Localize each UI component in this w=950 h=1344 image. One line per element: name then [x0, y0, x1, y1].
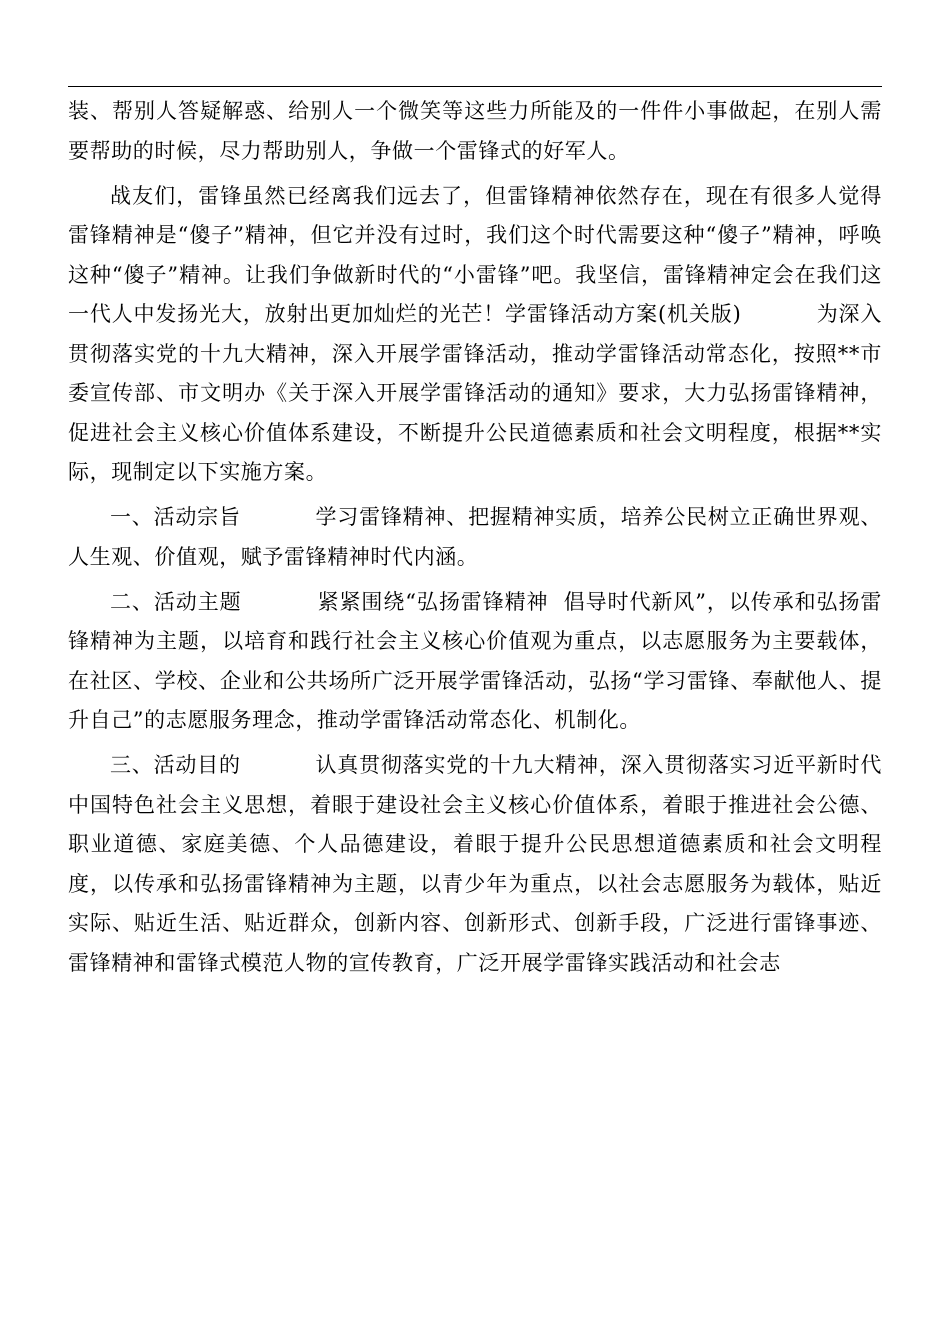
paragraph-5: 三、活动目的 认真贯彻落实党的十九大精神，深入贯彻落实习近平新时代中国特色社会主义思想，着眼于建设社会主义核心价值体系，着眼于推进社会公德、职业道德、家庭美德、个人品德建设，着眼于提升公民思想道德素质和社会文明程度，以传承和弘扬雷锋精神为主题，以青少年为重点，以社会志愿服务为载体，贴近实际、贴近生活、贴近群众，创新内容、创新形式、创新手段，广泛进行雷锋事迹、雷锋精神和雷锋式模范人物的宣传教育，广泛开展学雷锋实践活动和社会志	[68, 753, 882, 975]
paragraph-3: 一、活动宗旨 学习雷锋精神、把握精神实质，培养公民树立正确世界观、人生观、价值观，赋予雷锋精神时代内涵。	[68, 505, 882, 569]
paragraph-4: 二、活动主题 紧紧围绕“弘扬雷锋精神 倡导时代新风”，以传承和弘扬雷锋精神为主题，以培育和践行社会主义核心价值观为重点，以志愿服务为主要载体，在社区、学校、企业和公共场所广泛开展学雷锋活动，弘扬“学习雷锋、奉献他人、提升自己”的志愿服务理念，推动学雷锋活动常态化、机制化。	[68, 589, 882, 732]
header-rule	[68, 86, 882, 87]
document-body	[68, 92, 882, 989]
paragraph-1: 装、帮别人答疑解惑、给别人一个微笑等这些力所能及的一件件小事做起，在别人需要帮助的时候，尽力帮助别人，争做一个雷锋式的好军人。	[68, 99, 882, 163]
paragraph-2: 战友们，雷锋虽然已经离我们远去了，但雷锋精神依然存在，现在有很多人觉得雷锋精神是“傻子”精神，但它并没有过时，我们这个时代需要这种“傻子”精神，呼唤这种“傻子”精神。让我们争做新时代的“小雷锋”吧。我坚信，雷锋精神定会在我们这一代人中发扬光大，放射出更加灿烂的光芒！学雷锋活动方案(机关版) 为深入贯彻落实党的十九大精神，深入开展学雷锋活动，推动学雷锋活动常态化，按照**市委宣传部、市文明办《关于深入开展学雷锋活动的通知》要求，大力弘扬雷锋精神，促进社会主义核心价值体系建设，不断提升公民道德素质和社会文明程度，根据**实际，现制定以下实施方案。	[68, 183, 882, 484]
